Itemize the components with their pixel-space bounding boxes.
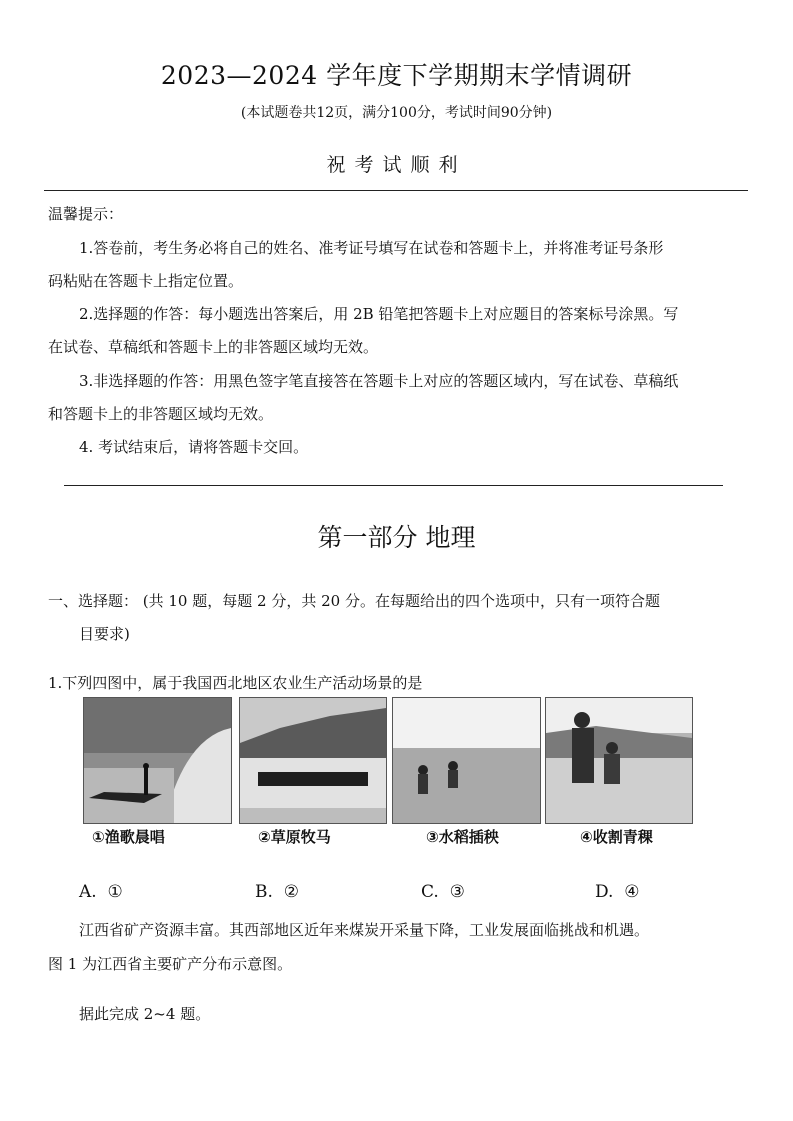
photo-grassland-horses <box>239 697 387 824</box>
notice-item-2-line-1: 2.选择题的作答：每小题选出答案后，用 2B 铅笔把答题卡上对应题目的答案标号涂黑。写 <box>79 305 679 323</box>
caption-photo-2: ②草原牧马 <box>258 828 331 846</box>
notice-item-3-line-1: 3.非选择题的作答：用黑色签字笔直接答在答题卡上对应的答题区域内，写在试卷、草稿纸 <box>79 372 679 390</box>
question-1-stem: 1.下列四图中，属于我国西北地区农业生产活动场景的是 <box>48 674 423 692</box>
option-a[interactable] <box>79 882 123 902</box>
section-instruction-line-1: 一、选择题： (共 10 题，每题 2 分，共 20 分。在每题给出的四个选项中，只有一项符合题 <box>48 592 660 610</box>
option-b-letter: B. <box>255 882 273 902</box>
part-title: 第一部分 地理 <box>317 523 476 552</box>
exam-title: 2023—2024 学年度下学期期末学情调研 <box>160 61 633 90</box>
option-c-letter: C. <box>421 882 439 902</box>
caption-photo-3: ③水稻插秧 <box>426 828 499 846</box>
notice-item-1-line-1: 1.答卷前，考生务必将自己的姓名、准考证号填写在试卷和答题卡上，并将准考证号条形 <box>79 239 664 257</box>
option-d-mark: ④ <box>624 882 640 902</box>
notice-heading: 温馨提示： <box>48 205 124 223</box>
option-b[interactable] <box>255 882 299 902</box>
option-b-mark: ② <box>283 882 299 902</box>
section-instruction-line-2: 目要求) <box>79 625 130 643</box>
notice-item-3-line-2: 和答题卡上的非答题区域均无效。 <box>48 405 274 423</box>
option-d[interactable] <box>595 882 640 902</box>
notice-item-1-line-2: 码粘贴在答题卡上指定位置。 <box>48 272 244 290</box>
photo-barley-harvest <box>545 697 693 824</box>
photo-rice-planting <box>392 697 541 824</box>
option-d-letter: D. <box>595 882 614 902</box>
notice-item-4: 4. 考试结束后，请将答题卡交回。 <box>79 438 309 456</box>
caption-photo-1: ①渔歌晨唱 <box>92 828 165 846</box>
option-a-letter: A. <box>79 882 97 902</box>
exam-subtitle: (本试题卷共12页，满分100分，考试时间90分钟) <box>240 105 553 121</box>
header-divider <box>44 190 748 191</box>
intro-line-1: 江西省矿产资源丰富。其西部地区近年来煤炭开采量下降，工业发展面临挑战和机遇。 <box>79 921 650 939</box>
option-c-mark: ③ <box>449 882 465 902</box>
good-luck-text: 祝考试顺利 <box>326 154 467 176</box>
intro-line-2: 图 1 为江西省主要矿产分布示意图。 <box>48 955 293 973</box>
intro-line-3: 据此完成 2~4 题。 <box>79 1005 211 1023</box>
caption-photo-4: ④收割青稞 <box>580 828 653 846</box>
section-divider <box>64 485 723 486</box>
photo-fishing-scene <box>83 697 232 824</box>
option-c[interactable] <box>421 882 465 902</box>
option-a-mark: ① <box>107 882 123 902</box>
notice-item-2-line-2: 在试卷、草稿纸和答题卡上的非答题区域均无效。 <box>48 338 379 356</box>
